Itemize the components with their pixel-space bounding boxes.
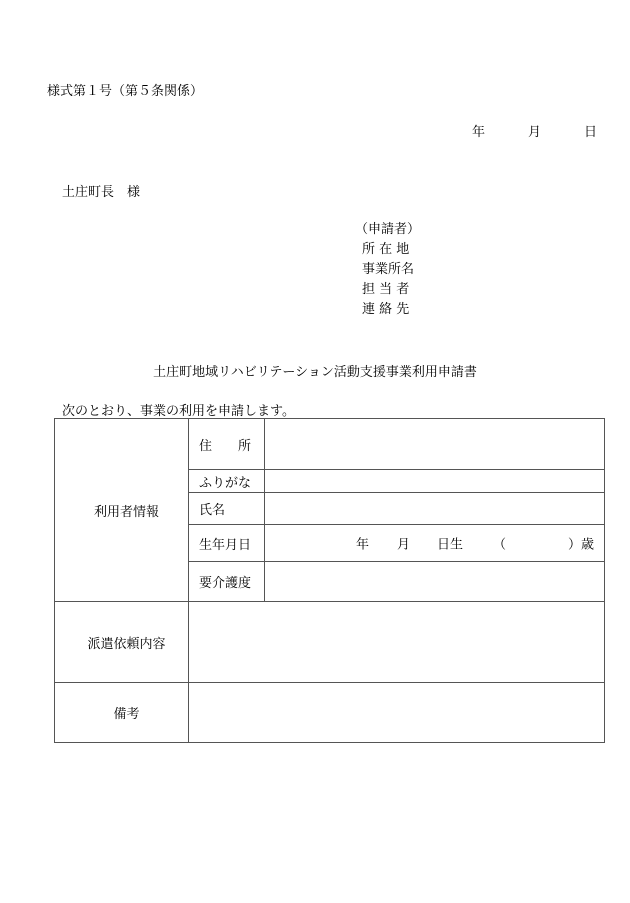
dob-field[interactable] [265,525,605,562]
date-year-label: 年 [472,125,486,140]
date-month-label: 月 [528,125,542,140]
dob-day-born-label: 日生 [437,537,464,553]
name-label: 氏名 [189,493,265,525]
remarks-label: 備考 [55,683,189,743]
date-day-label: 日 [584,125,598,140]
dob-paren-open: （ [493,537,507,553]
applicant-heading: （申請者） [355,222,421,237]
application-form-table [54,418,605,743]
applicant-phone-label: 連 絡 先 [362,302,410,317]
dob-label: 生年月日 [189,525,265,562]
care-level-field[interactable] [265,562,605,602]
intro-text: 次のとおり、事業の利用を申請します。 [62,404,295,419]
address-field[interactable] [265,419,605,470]
user-info-section-label: 利用者情報 [55,419,189,602]
applicant-office-name-label: 事業所名 [362,262,415,277]
care-level-label: 要介護度 [189,562,265,602]
applicant-contact-person-label: 担 当 者 [362,282,410,297]
address-label: 住 所 [189,419,265,470]
applicant-location-label: 所 在 地 [362,242,410,257]
dob-year-label: 年 [356,537,370,553]
furigana-field[interactable] [265,470,605,493]
document-title: 土庄町地域リハビリテーション活動支援事業利用申請書 [153,365,477,380]
dispatch-request-label: 派遣依頼内容 [55,602,189,683]
applicant-block [355,220,420,320]
addressee: 土庄町長 様 [62,185,141,200]
date-line [472,121,597,140]
form-number: 様式第１号（第５条関係） [47,84,204,99]
remarks-field[interactable] [189,683,605,743]
dispatch-request-field[interactable] [189,602,605,683]
dob-month-label: 月 [397,537,411,553]
furigana-label: ふりがな [189,470,265,493]
dob-age-suffix: ）歳 [568,537,595,553]
name-field[interactable] [265,493,605,525]
